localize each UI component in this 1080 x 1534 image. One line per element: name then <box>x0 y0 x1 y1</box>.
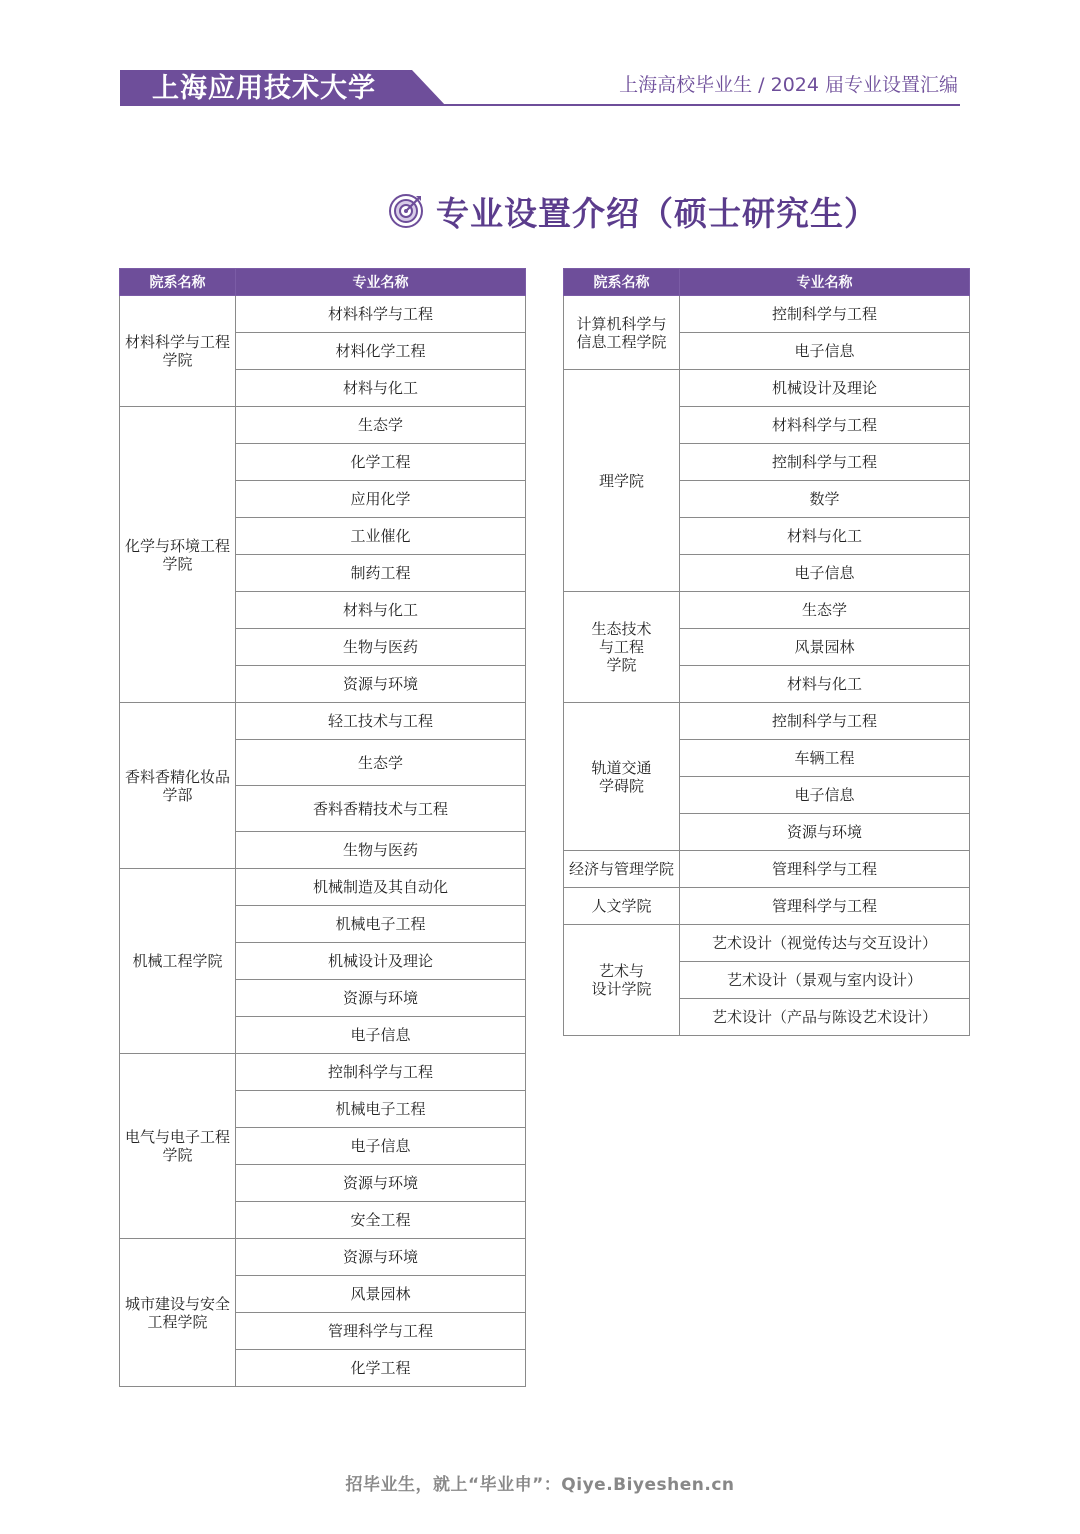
table-row <box>564 592 970 629</box>
major-cell: 资源与环境 <box>236 1239 526 1276</box>
major-cell: 化学工程 <box>236 1350 526 1387</box>
dept-cell: 电气与电子工程 学院 <box>120 1054 236 1239</box>
publication-title: 上海高校毕业生 / 2024 届专业设置汇编 <box>619 74 958 96</box>
major-cell: 电子信息 <box>236 1017 526 1054</box>
major-cell: 工业催化 <box>236 518 526 555</box>
major-cell: 材料与化工 <box>680 666 970 703</box>
major-cell: 控制科学与工程 <box>236 1054 526 1091</box>
major-header: 专业名称 <box>236 269 526 296</box>
major-cell: 资源与环境 <box>236 980 526 1017</box>
major-cell: 控制科学与工程 <box>680 703 970 740</box>
major-cell: 材料化学工程 <box>236 333 526 370</box>
table-row <box>564 851 970 888</box>
major-cell: 香料香精技术与工程 <box>236 786 526 832</box>
dept-cell: 轨道交通 学碍院 <box>564 703 680 851</box>
dept-header: 院系名称 <box>120 269 236 296</box>
major-cell: 机械电子工程 <box>236 906 526 943</box>
table-row <box>120 296 526 333</box>
major-cell: 安全工程 <box>236 1202 526 1239</box>
table-row <box>564 925 970 962</box>
major-cell: 机械制造及其自动化 <box>236 869 526 906</box>
major-cell: 机械设计及理论 <box>680 370 970 407</box>
table-row <box>564 296 970 333</box>
dept-cell: 人文学院 <box>564 888 680 925</box>
dept-cell: 香料香精化妆品 学部 <box>120 703 236 869</box>
major-cell: 资源与环境 <box>236 666 526 703</box>
dept-cell: 计算机科学与 信息工程学院 <box>564 296 680 370</box>
major-cell: 电子信息 <box>236 1128 526 1165</box>
major-cell: 材料科学与工程 <box>680 407 970 444</box>
major-cell: 生物与医药 <box>236 629 526 666</box>
major-cell: 资源与环境 <box>236 1165 526 1202</box>
major-cell: 艺术设计（视觉传达与交互设计） <box>680 925 970 962</box>
dept-cell: 生态技术 与工程 学院 <box>564 592 680 703</box>
section-title: 专业设置介绍（硕士研究生） <box>436 193 878 233</box>
major-cell: 材料与化工 <box>236 592 526 629</box>
dept-cell: 化学与环境工程 学院 <box>120 407 236 703</box>
section-heading <box>388 188 878 234</box>
majors-table-left <box>119 268 526 1387</box>
major-cell: 生态学 <box>236 407 526 444</box>
major-cell: 应用化学 <box>236 481 526 518</box>
major-cell: 材料与化工 <box>236 370 526 407</box>
major-cell: 生态学 <box>236 740 526 786</box>
table-row <box>564 370 970 407</box>
major-cell: 化学工程 <box>236 444 526 481</box>
major-cell: 控制科学与工程 <box>680 444 970 481</box>
table-header-row <box>120 269 526 296</box>
dept-cell: 材料科学与工程 学院 <box>120 296 236 407</box>
major-cell: 生物与医药 <box>236 832 526 869</box>
major-cell: 风景园林 <box>680 629 970 666</box>
footer-text: 招毕业生，就上“毕业申”：Qiye.Biyeshen.cn <box>345 1475 735 1495</box>
table-row <box>120 407 526 444</box>
major-cell: 制药工程 <box>236 555 526 592</box>
major-cell: 电子信息 <box>680 555 970 592</box>
major-cell: 机械设计及理论 <box>236 943 526 980</box>
dept-cell: 理学院 <box>564 370 680 592</box>
dept-cell: 机械工程学院 <box>120 869 236 1054</box>
table-row <box>120 1054 526 1091</box>
major-cell: 管理科学与工程 <box>680 888 970 925</box>
dept-cell: 城市建设与安全 工程学院 <box>120 1239 236 1387</box>
majors-table-right <box>563 268 970 1036</box>
table-row <box>564 703 970 740</box>
major-cell: 数学 <box>680 481 970 518</box>
table-row <box>120 1239 526 1276</box>
major-cell: 轻工技术与工程 <box>236 703 526 740</box>
header-divider <box>440 104 960 106</box>
major-cell: 车辆工程 <box>680 740 970 777</box>
table-header-row <box>564 269 970 296</box>
dept-cell: 艺术与 设计学院 <box>564 925 680 1036</box>
table-row <box>120 703 526 740</box>
major-cell: 管理科学与工程 <box>680 851 970 888</box>
major-cell: 控制科学与工程 <box>680 296 970 333</box>
dept-cell: 经济与管理学院 <box>564 851 680 888</box>
university-name: 上海应用技术大学 <box>152 73 376 104</box>
major-cell: 机械电子工程 <box>236 1091 526 1128</box>
target-icon <box>388 193 424 229</box>
table-row <box>120 869 526 906</box>
major-cell: 电子信息 <box>680 777 970 814</box>
major-cell: 材料科学与工程 <box>236 296 526 333</box>
major-header: 专业名称 <box>680 269 970 296</box>
table-row <box>564 888 970 925</box>
major-cell: 艺术设计（景观与室内设计） <box>680 962 970 999</box>
major-cell: 材料与化工 <box>680 518 970 555</box>
major-cell: 资源与环境 <box>680 814 970 851</box>
major-cell: 艺术设计（产品与陈设艺术设计） <box>680 999 970 1036</box>
major-cell: 生态学 <box>680 592 970 629</box>
major-cell: 风景园林 <box>236 1276 526 1313</box>
major-cell: 管理科学与工程 <box>236 1313 526 1350</box>
major-cell: 电子信息 <box>680 333 970 370</box>
dept-header: 院系名称 <box>564 269 680 296</box>
